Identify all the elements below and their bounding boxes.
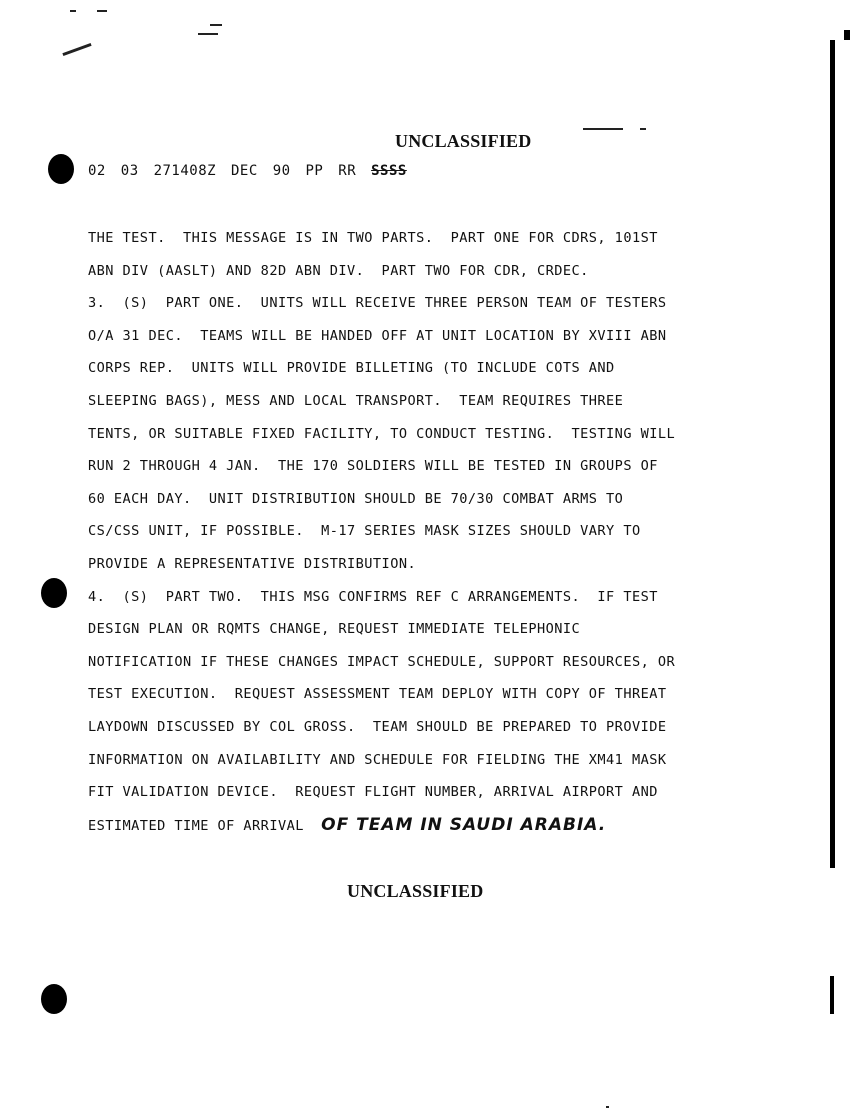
scan-edge-bar — [830, 40, 835, 868]
body-line: 60 EACH DAY. UNIT DISTRIBUTION SHOULD BE 70/30 COMBAT ARMS TO — [88, 490, 624, 507]
message-header-text: 02 03 271408Z DEC 90 PP RR — [88, 163, 357, 179]
struck-classification-code: SSSS — [371, 163, 407, 179]
body-line: TENTS, OR SUITABLE FIXED FACILITY, TO CONDUCT TESTING. TESTING WILL — [88, 425, 676, 442]
body-line: LAYDOWN DISCUSSED BY COL GROSS. TEAM SHOULD BE PREPARED TO PROVIDE — [88, 718, 667, 735]
classification-header: UNCLASSIFIED — [395, 131, 532, 151]
body-line: THE TEST. THIS MESSAGE IS IN TWO PARTS. PART ONE FOR CDRS, 101ST — [88, 230, 658, 246]
body-line: SLEEPING BAGS), MESS AND LOCAL TRANSPORT. TEAM REQUIRES THREE — [88, 392, 624, 409]
body-line: RUN 2 THROUGH 4 JAN. THE 170 SOLDIERS WILL BE TESTED IN GROUPS OF — [88, 458, 658, 475]
scan-edge-mark — [844, 30, 850, 40]
body-line: TEST EXECUTION. REQUEST ASSESSMENT TEAM DEPLOY WITH COPY OF THREAT — [88, 686, 667, 703]
punch-hole-bottom — [41, 984, 67, 1014]
classification-footer: UNCLASSIFIED — [347, 881, 484, 901]
body-line: DESIGN PLAN OR RQMTS CHANGE, REQUEST IMMEDIATE TELEPHONIC — [88, 621, 581, 638]
punch-hole-middle — [41, 578, 67, 608]
scan-speck — [606, 1106, 609, 1108]
scan-speck — [210, 24, 222, 26]
typed-text: ESTIMATED TIME OF ARRIVAL — [88, 817, 304, 834]
body-line: 4. (S) PART TWO. THIS MSG CONFIRMS REF C ARRANGEMENTS. IF TEST — [88, 588, 658, 605]
scan-speck — [640, 128, 646, 130]
scan-speck — [97, 10, 107, 12]
punch-hole-top — [48, 154, 74, 184]
message-body — [88, 227, 788, 846]
scan-speck — [583, 128, 623, 130]
scan-speck — [70, 10, 76, 12]
body-line: NOTIFICATION IF THESE CHANGES IMPACT SCHEDULE, SUPPORT RESOURCES, OR — [88, 653, 676, 670]
scan-speck — [198, 33, 218, 35]
body-line: 3. (S) PART ONE. UNITS WILL RECEIVE THREE PERSON TEAM OF TESTERS — [88, 295, 667, 312]
body-line: INFORMATION ON AVAILABILITY AND SCHEDULE FOR FIELDING THE XM41 MASK — [88, 751, 667, 768]
body-line: O/A 31 DEC. TEAMS WILL BE HANDED OFF AT UNIT LOCATION BY XVIII ABN — [88, 327, 667, 344]
body-line: CS/CSS UNIT, IF POSSIBLE. M-17 SERIES MASK SIZES SHOULD VARY TO — [88, 523, 641, 540]
body-line-last — [88, 814, 788, 847]
body-line: ABN DIV (AASLT) AND 82D ABN DIV. PART TWO FOR CDR, CRDEC. — [88, 262, 589, 279]
body-line: FIT VALIDATION DEVICE. REQUEST FLIGHT NUMBER, ARRIVAL AIRPORT AND — [88, 784, 658, 801]
body-line: CORPS REP. UNITS WILL PROVIDE BILLETING (TO INCLUDE COTS AND — [88, 360, 615, 377]
scan-edge-bar-lower — [830, 976, 834, 1014]
message-header — [88, 163, 407, 179]
scan-speck — [62, 43, 91, 56]
handwritten-annotation: OF TEAM IN SAUDI ARABIA. — [321, 814, 607, 835]
body-line: PROVIDE A REPRESENTATIVE DISTRIBUTION. — [88, 555, 417, 572]
